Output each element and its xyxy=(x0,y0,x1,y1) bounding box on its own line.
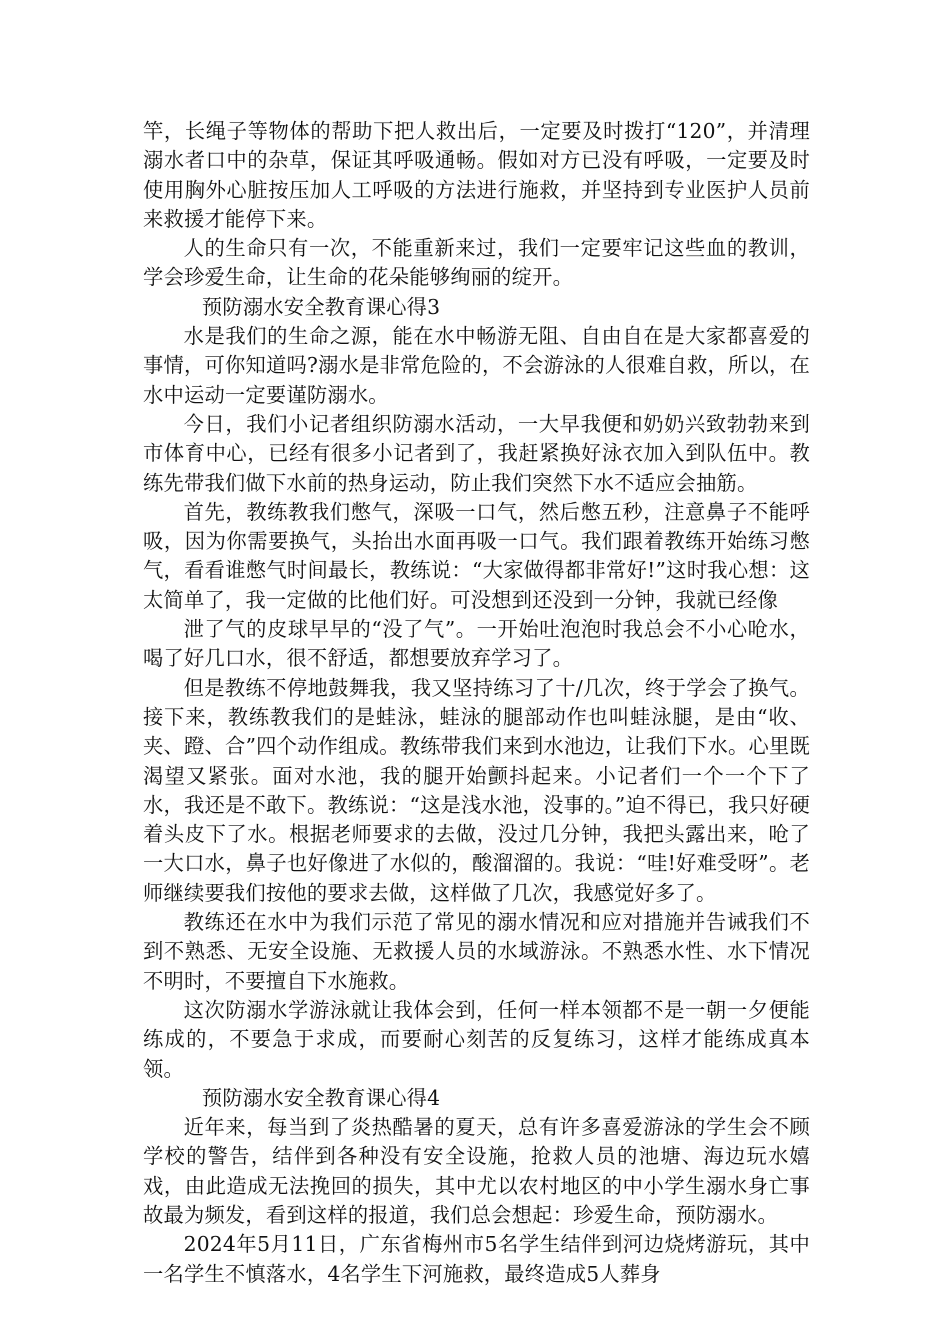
paragraph: 首先，教练教我们憋气，深吸一口气，然后憋五秒，注意鼻子不能呼吸，因为你需要换气，头抬出水面再吸一口气。我们跟着教练开始练习憋气，看看谁憋气时间最长，教练说：“大家做得都非常好!”这时我心想：这太简单了，我一定做的比他们好。可没想到还没到一分钟，我就已经像 xyxy=(143,499,810,612)
paragraph: 近年来，每当到了炎热酷暑的夏天，总有许多喜爱游泳的学生会不顾学校的警告，结伴到各种没有安全设施，抢救人员的池塘、海边玩水嬉戏，由此造成无法挽回的损失，其中尤以农村地区的中小学生溺水身亡事故最为频发，看到这样的报道，我们总会想起：珍爱生命，预防溺水。 xyxy=(143,1115,810,1227)
section-heading: 预防溺水安全教育课心得3 xyxy=(201,294,441,319)
paragraph-continuation: 竿，长绳子等物体的帮助下把人救出后，一定要及时拨打“120”，并清理溺水者口中的杂草，保证其呼吸通畅。假如对方已没有呼吸，一定要及时使用胸外心脏按压加人工呼吸的方法进行施救，并坚持到专业医护人员前来救援才能停下来。 xyxy=(143,119,810,231)
document-body xyxy=(143,117,810,1289)
paragraph: 教练还在水中为我们示范了常见的溺水情况和应对措施并告诫我们不到不熟悉、无安全设施、无救援人员的水域游泳。不熟悉水性、水下情况不明时，不要擅自下水施救。 xyxy=(143,910,810,993)
paragraph: 泄了气的皮球早早的“没了气”。一开始吐泡泡时我总会不小心呛水，喝了好几口水，很不舒适，都想要放弃学习了。 xyxy=(143,617,810,671)
section-heading: 预防溺水安全教育课心得4 xyxy=(201,1085,441,1110)
paragraph: 这次防溺水学游泳就让我体会到，任何一样本领都不是一朝一夕便能练成的，不要急于求成，而要耐心刻苦的反复练习，这样才能练成真本领。 xyxy=(143,997,810,1081)
paragraph: 人的生命只有一次，不能重新来过，我们一定要牢记这些血的教训，学会珍爱生命，让生命的花朵能够绚丽的绽开。 xyxy=(143,236,810,290)
paragraph: 但是教练不停地鼓舞我，我又坚持练习了十/几次，终于学会了换气。接下来，教练教我们的是蛙泳，蛙泳的腿部动作也叫蛙泳腿，是由“收、夹、蹬、合”四个动作组成。教练带我们来到水池边，让我们下水。心里既渴望又紧张。面对水池，我的腿开始颤抖起来。小记者们一个一个下了水，我还是不敢下。教练说：“这是浅水池，没事的。”迫不得已，我只好硬着头皮下了水。根据老师要求的去做，没过几分钟，我把头露出来，呛了一大口水，鼻子也好像进了水似的，酸溜溜的。我说：“哇!好难受呀”。老师继续要我们按他的要求去做，这样做了几次，我感觉好多了。 xyxy=(143,675,810,905)
paragraph: 2024年5月11日，广东省梅州市5名学生结伴到河边烧烤游玩，其中一名学生不慎落水，4名学生下河施救，最终造成5人葬身 xyxy=(143,1232,810,1286)
paragraph: 今日，我们小记者组织防溺水活动，一大早我便和奶奶兴致勃勃来到市体育中心，已经有很多小记者到了，我赶紧换好泳衣加入到队伍中。教练先带我们做下水前的热身运动，防止我们突然下水不适应会抽筋。 xyxy=(143,411,810,495)
paragraph: 水是我们的生命之源，能在水中畅游无阻、自由自在是大家都喜爱的事情，可你知道吗?溺水是非常危险的，不会游泳的人很难自救，所以，在水中运动一定要谨防溺水。 xyxy=(143,324,810,407)
